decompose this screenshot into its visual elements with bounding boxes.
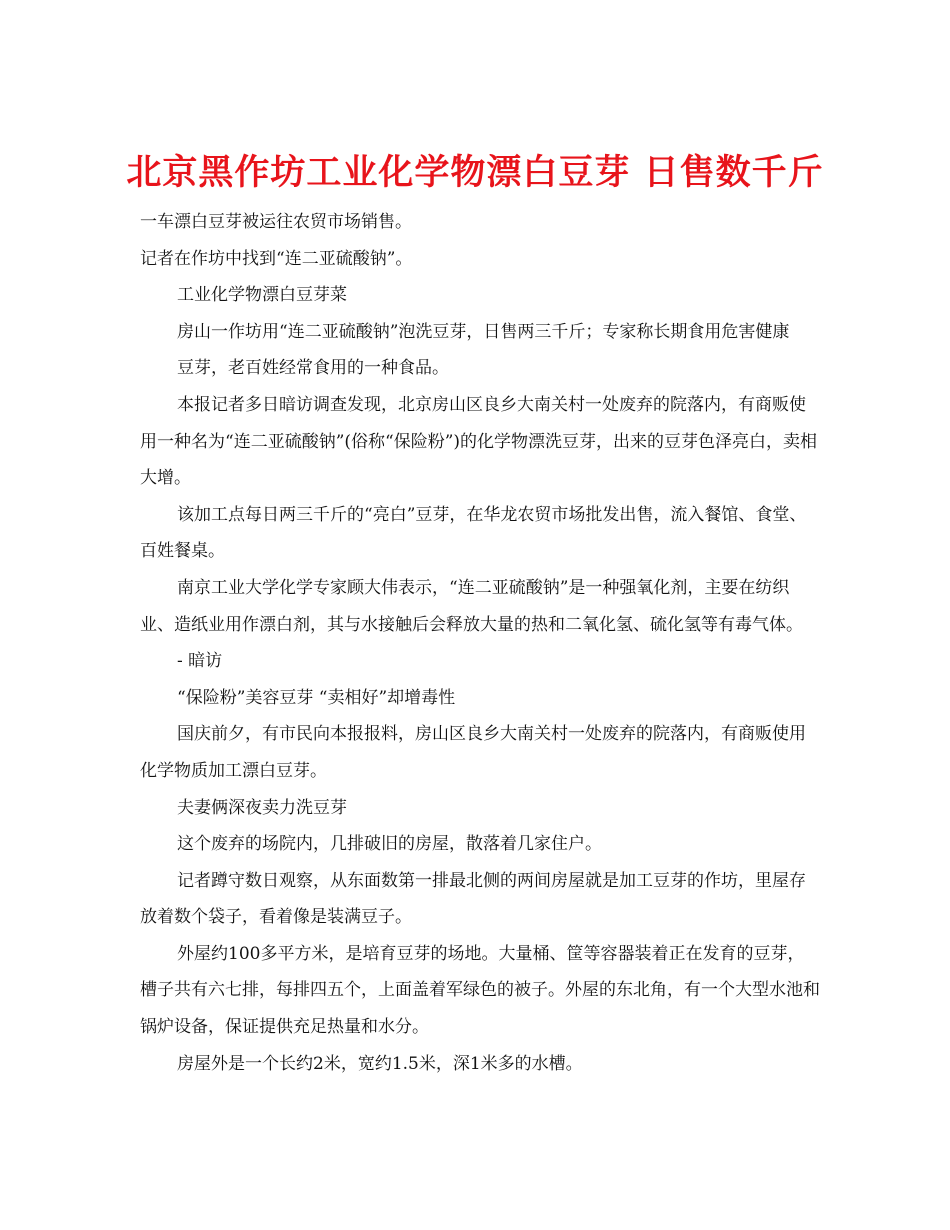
paragraph: 记者蹲守数日观察，从东面数第一排最北侧的两间房屋就是加工豆芽的作坊，里屋存放着数个袋子，看着像是装满豆子。 [140,870,806,928]
subheading: 工业化学物漂白豆芽菜 [177,285,347,306]
subheading: 房山一作坊用“连二亚硫酸钠”泡洗豆芽，日售两三千斤；专家称长期食用危害健康 [177,321,790,342]
subheading: 夫妻俩深夜卖力洗豆芽 [177,797,347,818]
paragraph: 这个废弃的场院内，几排破旧的房屋，散落着几家住户。 [177,834,602,855]
section-subheading: “保险粉”美容豆芽 “卖相好”却增毒性 [177,687,456,708]
paragraph: 国庆前夕，有市民向本报报料，房山区良乡大南关村一处废弃的院落内，有商贩使用化学物质加工漂白豆芽。 [140,724,806,781]
section-heading: - 暗访 [177,651,223,672]
paragraph: 豆芽，老百姓经常食用的一种食品。 [177,358,449,379]
paragraph: 一车漂白豆芽被运往农贸市场销售。 [140,212,412,232]
paragraph: 记者在作坊中找到“连二亚硫酸钠”。 [140,248,413,269]
paragraph: 外屋约100多平方米，是培育豆芽的场地。大量桶、筐等容器装着正在发育的豆芽，槽子共有六七排，每排四五个，上面盖着军绿色的被子。外屋的东北角，有一个大型水池和锅炉设备，保证提供充足热量和水分。 [140,943,820,1038]
paragraph: 房屋外是一个长约2米，宽约1.5米，深1米多的水槽。 [177,1053,583,1074]
document-title: 北京黑作坊工业化学物漂白豆芽 日售数千斤 [126,152,824,194]
document-body [140,204,820,1082]
paragraph: 南京工业大学化学专家顾大伟表示，“连二亚硫酸钠”是一种强氧化剂，主要在纺织业、造纸业用作漂白剂，其与水接触后会释放大量的热和二氧化氢、硫化氢等有毒气体。 [140,577,803,635]
paragraph: 本报记者多日暗访调查发现，北京房山区良乡大南关村一处废弃的院落内，有商贩使用一种名为“连二亚硫酸钠”(俗称“保险粉”)的化学物漂洗豆芽，出来的豆芽色泽亮白，卖相大增。 [140,394,818,489]
paragraph: 该加工点每日两三千斤的“亮白”豆芽，在华龙农贸市场批发出售，流入餐馆、食堂、百姓餐桌。 [140,504,807,562]
